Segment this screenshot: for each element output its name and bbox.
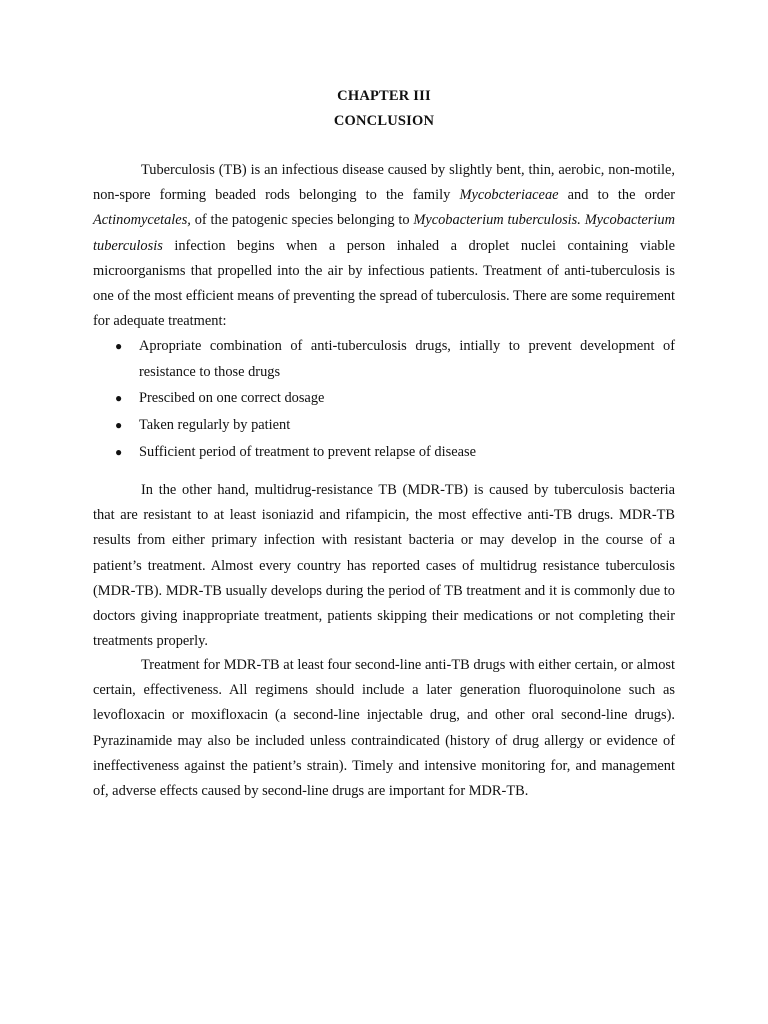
list-item [93,386,675,411]
bullet-icon: ● [115,445,123,460]
paragraph-introduction [93,158,675,334]
italic-term: Actinomycetales, [93,212,191,229]
list-item-text: Sufficient period of treatment to prevent relapse of disease [139,444,476,461]
italic-term: Mycobacterium tuberculosis. [413,212,581,229]
list-item [93,413,675,438]
list-item-text: Prescibed on one correct dosage [139,390,325,407]
paragraph-mdr-tb: In the other hand, multidrug-resistance TB (MDR-TB) is caused by tuberculosis bacteria that are resistant to at least isoniazid and rifampicin, the most effective anti-TB drugs. MDR-TB results from either primary infection with resistant bacteria or may develop in the course of a patient’s treatment. Almost every country has reported cases of multidrug resistance tuberculosis (MDR-TB). MDR-TB usually develops during the period of TB treatment and it is commonly due to doctors giving inappropriate treatment, patients skipping their medications or not completing their treatments properly. [93,482,675,650]
list-item-text: Taken regularly by patient [139,417,291,434]
list-item [93,440,675,465]
paragraph-mdr-tb-block [93,478,675,654]
paragraph-text: infection begins when a person inhaled a droplet nuclei containing viable microorganisms that propelled into the air by infectious patients. Treatment of anti-tuberculosis is one of the most efficient means of preventing the spread of tuberculosis. There are some requirement for adequate treatment: [93,237,675,330]
requirements-list [93,334,675,465]
chapter-heading: CHAPTER III [337,88,431,104]
paragraph-treatment: Treatment for MDR-TB at least four second-line anti-TB drugs with either certain, or almost certain, effectiveness. All regimens should include a later generation fluoroquinolone such as levofloxacin or moxifloxacin (a second-line injectable drug, and other oral second-line drugs). Pyrazinamide may also be included unless contraindicated (history of drug allergy or evidence of ineffectiveness against the patient’s strain). Timely and intensive monitoring for, and management of, adverse effects caused by second-line drugs are important for MDR-TB. [93,657,675,800]
italic-term: Mycobcteriaceae [459,187,559,204]
paragraph-text: Tuberculosis (TB) is an infectious disease caused by slightly bent, thin, aerobic, non-motile, non-spore forming beaded rods belonging to the family [93,162,675,204]
italic-term: Mycobacterium tuberculosis [93,212,675,254]
section-heading: CONCLUSION [333,113,435,129]
bullet-icon: ● [115,339,123,354]
paragraph-text: of the patogenic species belonging to [190,212,414,229]
list-item [93,334,675,384]
bullet-icon: ● [115,391,123,406]
list-item-text: Apropriate combination of anti-tuberculosis drugs, intially to prevent development of resistance to those drugs [139,338,675,380]
bullet-icon: ● [115,418,123,433]
paragraph-treatment-block [93,653,675,804]
paragraph-text: and to the order [558,187,675,204]
paragraph-introduction-block [93,158,675,467]
